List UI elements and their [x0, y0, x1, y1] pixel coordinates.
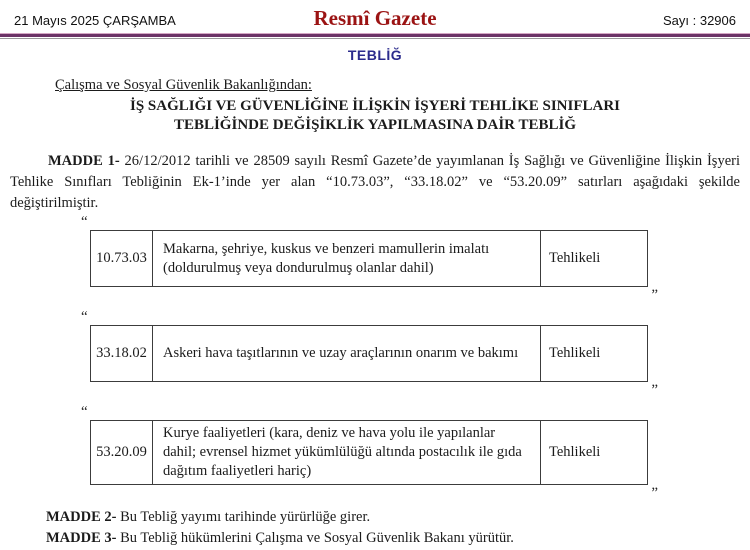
classification-table — [90, 230, 648, 287]
hazard-class-cell: Tehlikeli — [541, 231, 648, 287]
classification-table — [90, 420, 648, 485]
activity-description-cell: Makarna, şehriye, kuskus ve benzeri mamullerin imalatı (doldurulmuş veya dondurulmuş olanlar dahil) — [153, 231, 541, 287]
gazette-title: Resmî Gazete — [313, 6, 437, 30]
decree-title-line2: TEBLİĞİNDE DEĞİŞİKLİK YAPILMASINA DAİR TEBLİĞ — [173, 117, 577, 133]
amended-row-block-1 — [0, 214, 750, 301]
header-date: 21 Mayıs 2025 ÇARŞAMBA — [14, 13, 176, 28]
classification-table — [90, 325, 648, 382]
close-quote: ” — [651, 382, 658, 398]
table-row — [91, 326, 648, 382]
close-quote: ” — [651, 485, 658, 501]
open-quote: “ — [81, 404, 88, 420]
section-heading: TEBLİĞ — [347, 47, 403, 63]
open-quote: “ — [81, 309, 88, 325]
article-2-text: Bu Tebliğ yayımı tarihinde yürürlüğe girer. — [116, 509, 371, 525]
article-2-label: MADDE 2- — [46, 509, 117, 525]
article-3-label: MADDE 3- — [46, 530, 117, 546]
close-quote: ” — [651, 287, 658, 303]
decree-title — [0, 97, 750, 135]
table-row — [91, 421, 648, 485]
ministry-line: Çalışma ve Sosyal Güvenlik Bakanlığından: — [55, 77, 312, 93]
amended-row-block-3 — [0, 404, 750, 499]
issue-number: Sayı : 32906 — [663, 13, 736, 28]
open-quote: “ — [81, 214, 88, 230]
activity-description-cell: Kurye faaliyetleri (kara, deniz ve hava yolu ile yapılanlar dahil; evrensel hizmet yükümlülüğü altında postacılık ile gıda dağıtım faaliyetleri hariç) — [153, 421, 541, 485]
header-separator-rule — [0, 33, 750, 39]
article-1-paragraph — [10, 151, 740, 214]
article-3-text: Bu Tebliğ hükümlerini Çalışma ve Sosyal Güvenlik Bakanı yürütür. — [116, 530, 514, 546]
article-1-label: MADDE 1- — [48, 153, 120, 169]
amended-row-block-2 — [0, 309, 750, 396]
table-row — [91, 231, 648, 287]
nace-code-cell: 53.20.09 — [91, 421, 153, 485]
nace-code-cell: 33.18.02 — [91, 326, 153, 382]
hazard-class-cell: Tehlikeli — [541, 326, 648, 382]
article-1-text: 26/12/2012 tarihli ve 28509 sayılı Resmî Gazete’de yayımlanan İş Sağlığı ve Güvenliğine İlişkin İşyeri Tehlike Sınıfları Tebliğinin Ek-1’inde yer alan “10.73.03”, “33.18.02” ve “53.20.09” satırları aşağıdaki şekilde değiştirilmiştir. — [10, 153, 740, 211]
nace-code-cell: 10.73.03 — [91, 231, 153, 287]
closing-articles — [0, 507, 750, 549]
article-2-paragraph — [10, 507, 740, 528]
article-3-paragraph — [10, 528, 740, 549]
decree-title-line1: İŞ SAĞLIĞI VE GÜVENLİĞİNE İLİŞKİN İŞYERİ TEHLİKE SINIFLARI — [129, 98, 621, 114]
page-header — [0, 0, 750, 33]
hazard-class-cell: Tehlikeli — [541, 421, 648, 485]
activity-description-cell: Askeri hava taşıtlarının ve uzay araçlarının onarım ve bakımı — [153, 326, 541, 382]
